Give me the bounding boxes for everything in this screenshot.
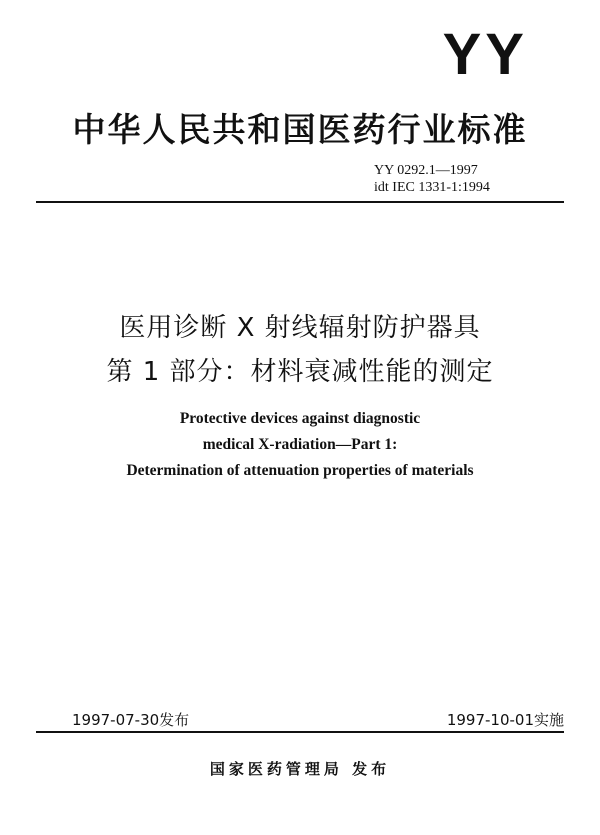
issue-date: 1997-07-30发布 bbox=[72, 711, 190, 729]
standard-number: YY 0292.1—1997 bbox=[374, 163, 478, 178]
chinese-title-line-2: 第 1 部分：材料衰减性能的测定 bbox=[106, 357, 494, 387]
publisher: 国家医药管理局 发布 bbox=[209, 760, 391, 778]
english-title-line-3: Determination of attenuation properties of materials bbox=[126, 462, 474, 479]
standard-logo: YY bbox=[442, 22, 528, 87]
english-title-line-2: medical X-radiation—Part 1: bbox=[202, 436, 398, 453]
idt-reference: idt IEC 1331-1:1994 bbox=[374, 180, 490, 195]
effective-date: 1997-10-01实施 bbox=[446, 711, 564, 729]
standard-codes bbox=[374, 162, 490, 196]
chinese-title bbox=[0, 306, 600, 394]
chinese-title-line-1: 医用诊断 X 射线辐射防护器具 bbox=[119, 313, 481, 343]
english-title bbox=[0, 406, 600, 484]
english-title-line-1: Protective devices against diagnostic bbox=[179, 410, 421, 427]
top-divider bbox=[36, 201, 564, 203]
org-title: 中华人民共和国医药行业标准 bbox=[72, 110, 528, 149]
bottom-divider bbox=[36, 731, 564, 733]
